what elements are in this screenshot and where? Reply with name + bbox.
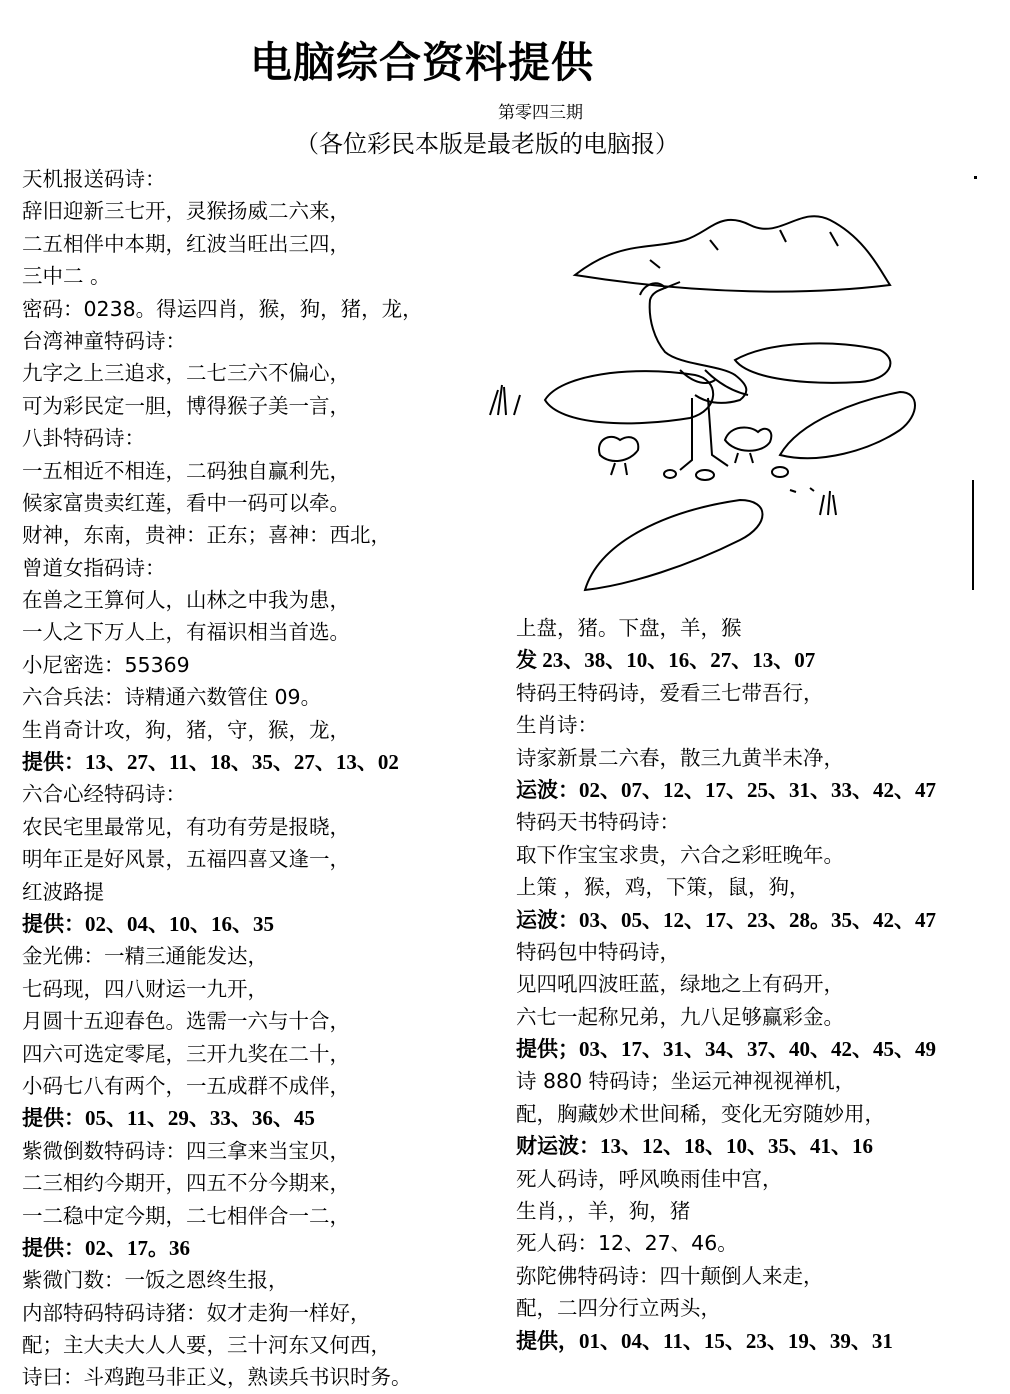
list-item: 二五相伴中本期，红波当旺出三四，: [22, 231, 350, 256]
list-item: 一人之下万人上，有福识相当首选。: [22, 620, 350, 645]
list-item: 配，胸藏妙术世间稀，变化无穷随妙用，: [516, 1101, 885, 1126]
list-item: 内部特码特码诗猪：奴才走狗一样好，: [22, 1300, 371, 1325]
list-item: 六合心经特码诗：: [22, 782, 186, 807]
list-item: 提供：05、11、29、33、36、45: [22, 1106, 315, 1131]
list-item: 台湾神童特码诗：: [22, 328, 186, 353]
list-item: 六七一起称兄弟，九八足够赢彩金。: [516, 1004, 844, 1029]
list-item: 诗家新景二六春，散三九黄半未净，: [516, 745, 844, 770]
list-item: 死人码诗，呼风唤雨佳中宫，: [516, 1166, 783, 1191]
list-item: 提供，01、04、11、15、23、19、39、31: [516, 1328, 893, 1353]
list-item: 财运波：13、12、18、10、35、41、16: [516, 1134, 873, 1159]
crane-chicks-mountain-illustration: [480, 170, 995, 600]
list-item: 八卦特码诗：: [22, 426, 145, 451]
list-item: 小尼密选：55369: [22, 652, 190, 677]
list-item: 生肖，，羊，狗，猪: [516, 1199, 691, 1224]
list-item: 提供：13、27、11、18、35、27、13、02: [22, 750, 399, 775]
list-item: 特码王特码诗，爱看三七带吾行，: [516, 680, 824, 705]
page-subtitle: （各位彩民本版是最老版的电脑报）: [295, 130, 679, 158]
list-item: 明年正是好风景，五福四喜又逢一，: [22, 847, 350, 872]
list-item: 二三相约今期开，四五不分今期来，: [22, 1171, 350, 1196]
list-item: 七码现，四八财运一九开，: [22, 976, 268, 1001]
list-item: 见四吼四波旺蓝，绿地之上有码开，: [516, 972, 844, 997]
list-item: 特码天书特码诗：: [516, 810, 680, 835]
list-item: 死人码：12、27、46。: [516, 1231, 738, 1256]
list-item: 九字之上三追求，二七三六不偏心，: [22, 361, 350, 386]
list-item: 上盘，猪。下盘，羊，猴: [516, 616, 742, 640]
list-item: 红波路提: [22, 879, 104, 904]
list-item: 候家富贵卖红莲，看中一码可以牵。: [22, 490, 350, 515]
list-item: 提供：02、04、10、16、35: [22, 911, 274, 936]
list-item: 三中二 。: [22, 264, 111, 289]
list-item: 上策 ，猴，鸡，下策，鼠，狗，: [516, 875, 810, 900]
list-item: 财神，东南，贵神：正东；喜神：西北，: [22, 523, 391, 548]
page-title: 电脑综合资料提供: [250, 38, 595, 87]
list-item: 诗曰：斗鸡跑马非正义，熟读兵书识时务。: [22, 1365, 412, 1390]
list-item: 特码包中特码诗，: [516, 939, 680, 964]
list-item: 密码：0238。得运四肖，猴，狗，猪，龙，: [22, 296, 423, 321]
list-item: 配；主大夫大人人要，三十河东又何西，: [22, 1333, 391, 1358]
right-column: [516, 612, 1001, 1357]
list-item: 金光佛：一精三通能发达，: [22, 944, 268, 969]
list-item: 发 23、38、10、16、27、13、07: [516, 648, 816, 673]
list-item: 生肖诗：: [516, 713, 598, 738]
list-item: 弥陀佛特码诗：四十颠倒人来走，: [516, 1263, 824, 1288]
list-item: 生肖奇计攻，狗，猪，守，猴，龙，: [22, 717, 350, 742]
list-item: 六合兵法：诗精通六数管住 09。: [22, 685, 322, 710]
list-item: 天机报送码诗：: [22, 167, 166, 191]
list-item: 一五相近不相连，二码独自赢利先，: [22, 458, 350, 483]
list-item: 在兽之王算何人，山林之中我为患，: [22, 588, 350, 613]
list-item: 提供；03、17、31、34、37、40、42、45、49: [516, 1037, 936, 1062]
list-item: 提供：02、17。36: [22, 1235, 190, 1260]
list-item: 四六可选定零尾，三开九奖在二十，: [22, 1041, 350, 1066]
list-item: 运波：03、05、12、17、23、28。35、42、47: [516, 907, 936, 932]
list-item: 紫微倒数特码诗：四三拿来当宝贝，: [22, 1138, 350, 1163]
issue-number: 第零四三期: [498, 103, 583, 123]
list-item: 农民宅里最常见，有功有劳是报晓，: [22, 814, 350, 839]
list-item: 取下作宝宝求贵，六合之彩旺晚年。: [516, 842, 844, 867]
list-item: 可为彩民定一胆，博得猴子美一言，: [22, 393, 350, 418]
list-item: 小码七八有两个，一五成群不成伴，: [22, 1073, 350, 1098]
list-item: 辞旧迎新三七开，灵猴扬威二六来，: [22, 199, 350, 224]
list-item: 诗 880 特码诗；坐运元神视视禅机，: [516, 1069, 856, 1094]
list-item: 配，二四分行立两头，: [516, 1296, 721, 1321]
list-item: 曾道女指码诗：: [22, 555, 166, 580]
list-item: 一二稳中定今期，二七相伴合一二，: [22, 1203, 350, 1228]
list-item: 月圆十五迎春色。选需一六与十合，: [22, 1009, 350, 1034]
list-item: 运波：02、07、12、17、25、31、33、42、47: [516, 777, 936, 802]
left-column: [22, 163, 492, 1394]
list-item: 紫微门数：一饭之恩终生报，: [22, 1268, 289, 1293]
